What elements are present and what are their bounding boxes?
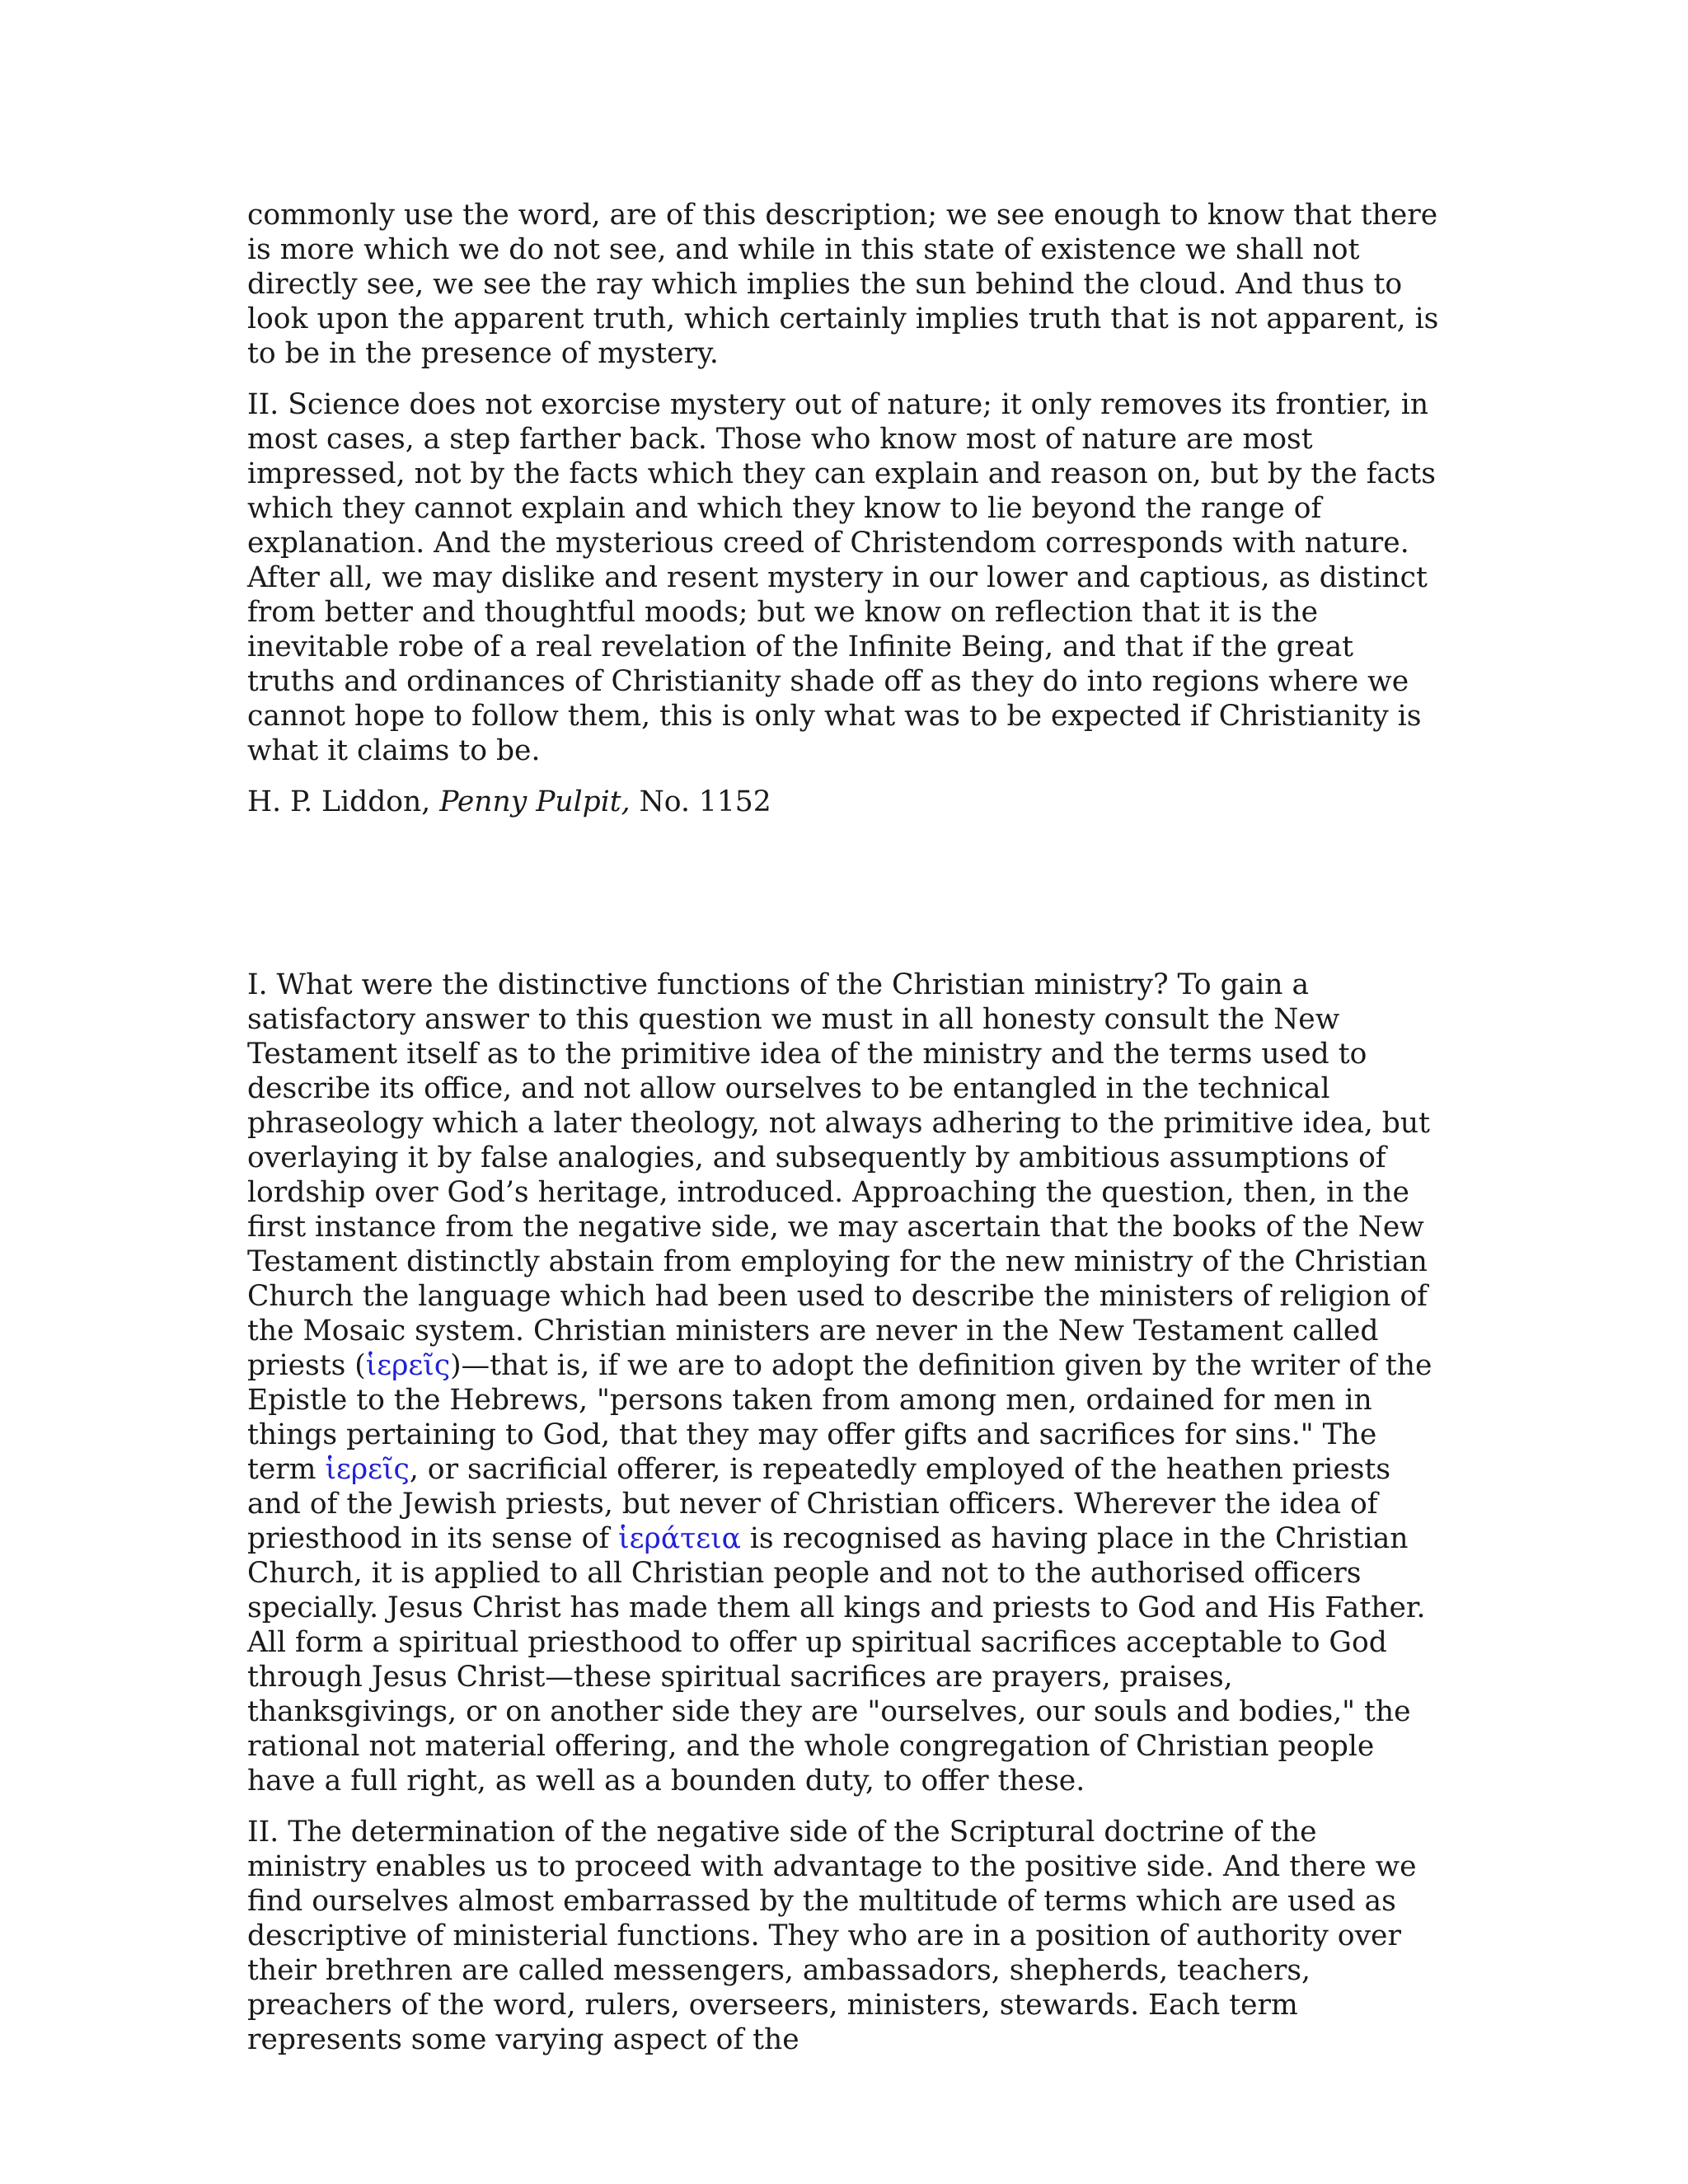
ministry-text-mid2: , or sacrificial offerer, is repeatedly employed of the heathen priests and of the Jewish priests, but never of Christian officers. Wherever the idea of priesthood in its sense of: [247, 1453, 1391, 1555]
citation-number: No. 1152: [630, 785, 771, 818]
citation-author: H. P. Liddon,: [247, 785, 440, 818]
citation-work: Penny Pulpit,: [439, 785, 631, 818]
greek-term-hiereis[interactable]: ἱερεῖς: [365, 1349, 451, 1382]
citation-liddon: [247, 785, 1442, 819]
ministry-text-mid1: )—that is, if we are to adopt the definition given by the writer of the Epistle to the Hebrews, "persons taken from among men, ordained for men in things pertaining to God, that they may offer gifts and sacrifices for sins." The term: [247, 1349, 1432, 1486]
greek-term-hierateia[interactable]: ἱεράτεια: [618, 1522, 741, 1555]
paragraph-mystery-intro: commonly use the word, are of this description; we see enough to know that there is more which we do not see, and while in this state of existence we shall not directly see, we see the ray which implies the sun behind the cloud. And thus to look upon the apparent truth, which certainly implies truth that is not apparent, is to be in the presence of mystery.: [247, 199, 1439, 370]
paragraph-ministry-functions: [247, 968, 1442, 1798]
paragraph-science-mystery: II. Science does not exorcise mystery out of nature; it only removes its frontier, in most cases, a step farther back. Those who know most of nature are most impressed, not by the facts which they can explain and reason on, but by the facts which they cannot explain and which they know to lie beyond the range of explanation. And the mysterious creed of Christendom corresponds with nature. After all, we may dislike and resent mystery in our lower and captious, as distinct from better and thoughtful moods; but we know on reflection that it is the inevitable robe of a real revelation of the Infinite Being, and that if the great truths and ordinances of Christianity shade off as they do into regions where we cannot hope to follow them, this is only what was to be expected if Christianity is what it claims to be.: [247, 388, 1436, 767]
ministry-text-intro: I. What were the distinctive functions of the Christian ministry? To gain a satisfactory answer to this question we must in all honesty consult the New Testament itself as to the primitive idea of the ministry and the terms used to describe its office, and not allow ourselves to be entangled in the technical phraseology which a later theology, not always adhering to the primitive idea, but overlaying it by false analogies, and subsequently by ambitious assumptions of lordship over God’s heritage, introduced. Approaching the question, then, in the first instance from the negative side, we may ascertain that the books of the New Testament distinctly abstain from employing for the new ministry of the Christian Church the language which had been used to describe the ministers of religion of the Mosaic system. Christian ministers are never in the New Testament called priests (: [247, 968, 1430, 1382]
section-gap: [247, 836, 1442, 968]
document-page: [247, 198, 1442, 2074]
ministry-text-end: is recognised as having place in the Christian Church, it is applied to all Christian people and not to the authorised officers specially. Jesus Christ has made them all kings and priests to God and His Father. All form a spiritual priesthood to offer up spiritual sacrifices acceptable to God through Jesus Christ—these spiritual sacrifices are prayers, praises, thanksgivings, or on another side they are "ourselves, our souls and bodies," the rational not material offering, and the whole congregation of Christian people have a full right, as well as a bounden duty, to offer these.: [247, 1522, 1426, 1797]
paragraph-ministry-positive: II. The determination of the negative side of the Scriptural doctrine of the ministry enables us to proceed with advantage to the positive side. And there we find ourselves almost embarrassed by the multitude of terms which are used as descriptive of ministerial functions. They who are in a position of authority over their brethren are called messengers, ambassadors, shepherds, teachers, preachers of the word, rulers, overseers, ministers, stewards. Each term represents some varying aspect of the: [247, 1816, 1417, 2056]
greek-term-hiereis-2[interactable]: ἱερεῖς: [325, 1453, 410, 1486]
